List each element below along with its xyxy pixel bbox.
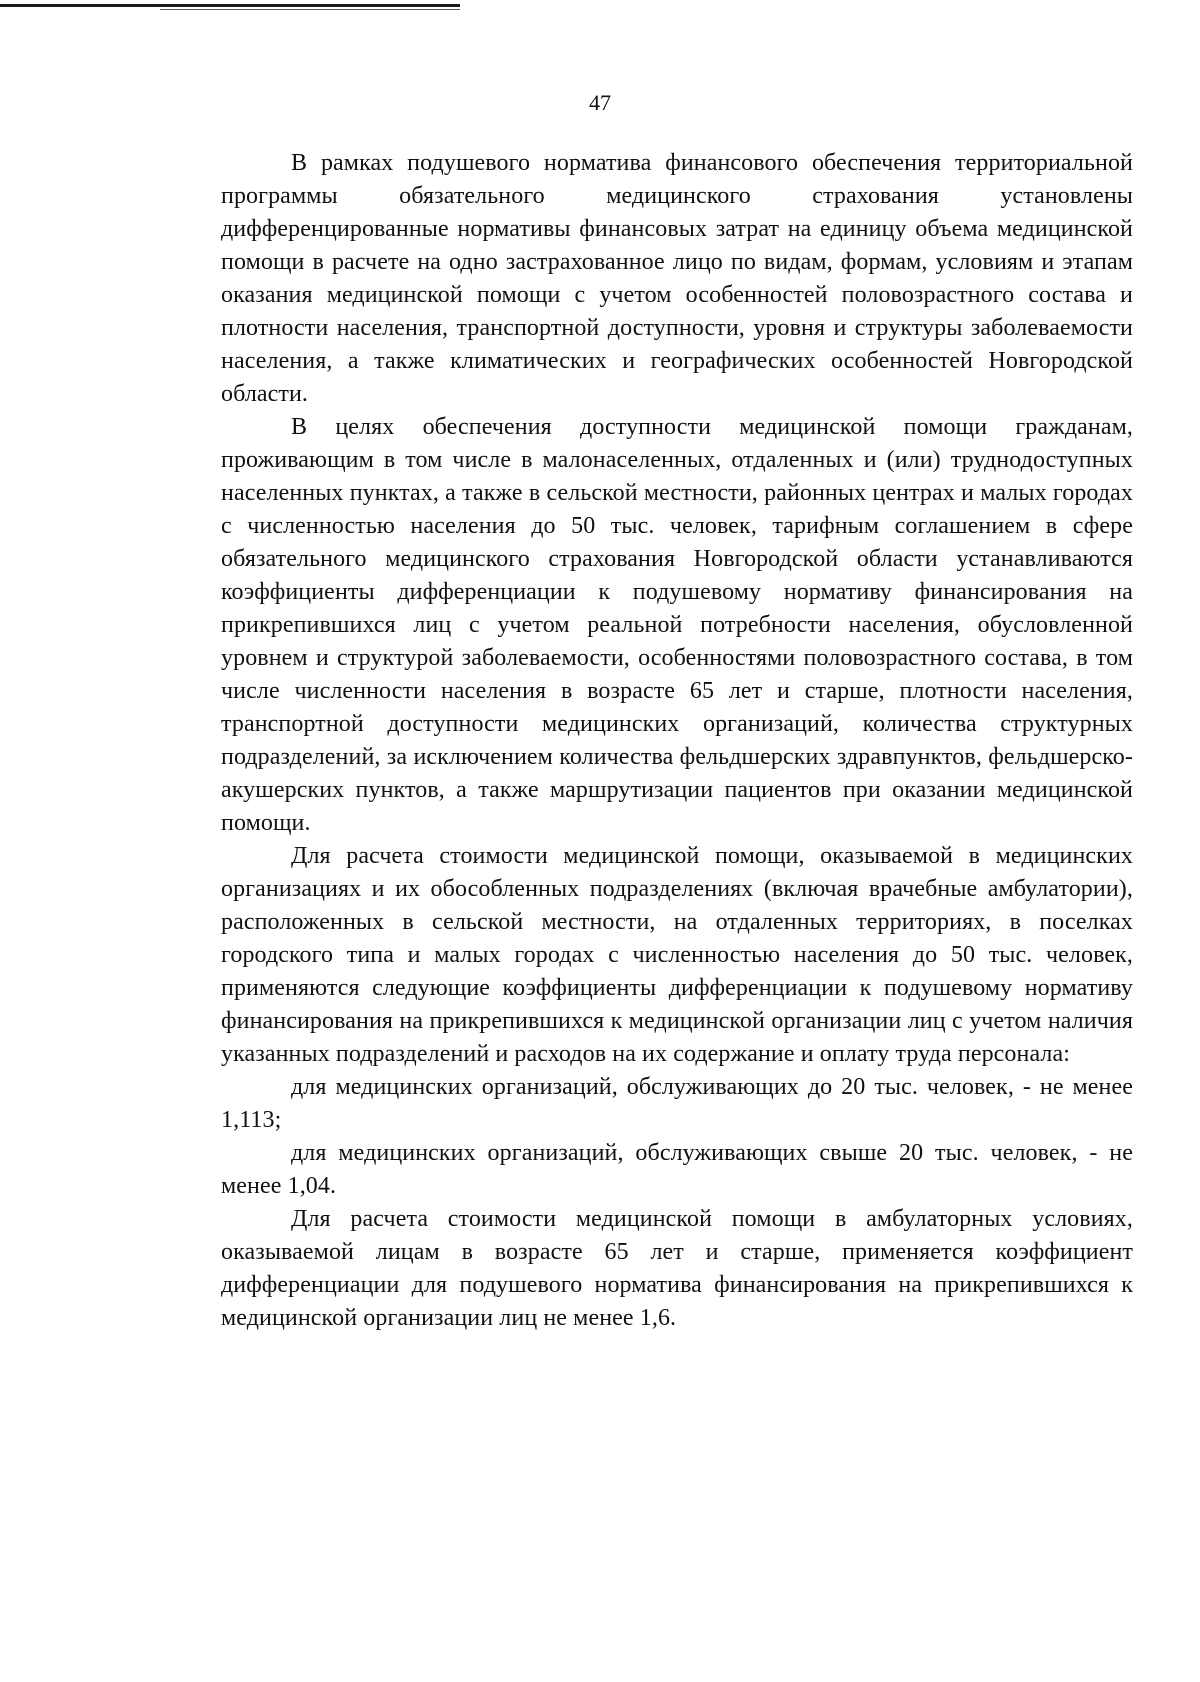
scan-edge-line-thin bbox=[160, 9, 460, 10]
scan-edge-line bbox=[0, 4, 460, 7]
page-number: 47 bbox=[589, 90, 611, 115]
paragraph-per-capita-norm: В рамках подушевого норматива финансового обеспечения территориальной программы обязательного медицинского страхования установлены дифференцированные нормативы финансовых затрат на единицу объема медицинской помощи в расчете на одно застрахованное лицо по видам, формам, условиям и этапам оказания медицинской помощи с учетом особенностей половозрастного состава и плотности населения, транспортной доступности, уровня и структуры заболеваемости населения, а также климатических и географических особенностей Новгородской области. bbox=[221, 150, 1133, 407]
paragraph-elderly-coefficient: Для расчета стоимости медицинской помощи в амбулаторных условиях, оказываемой лицам в возрасте 65 лет и старше, применяется коэффициент дифференциации для подушевого норматива финансирования на прикрепившихся к медицинской организации лиц не менее 1,6. bbox=[221, 1206, 1133, 1331]
list-item-over-20k: для медицинских организаций, обслуживающих свыше 20 тыс. человек, - не менее 1,04. bbox=[221, 1140, 1133, 1199]
document-body bbox=[221, 147, 1133, 1335]
paragraph-accessibility-coefficients: В целях обеспечения доступности медицинской помощи гражданам, проживающим в том числе в малонаселенных, отдаленных и (или) труднодоступных населенных пунктах, а также в сельской местности, районных центрах и малых городах с численностью населения до 50 тыс. человек, тарифным соглашением в сфере обязательного медицинского страхования Новгородской области устанавливаются коэффициенты дифференциации к подушевому нормативу финансирования на прикрепившихся лиц с учетом реальной потребности населения, обусловленной уровнем и структурой заболеваемости, особенностями половозрастного состава, в том числе численности населения в возрасте 65 лет и старше, плотности населения, транспортной доступности медицинских организаций, количества структурных подразделений, за исключением количества фельдшерских здравпунктов, фельдшерско-акушерских пунктов, а также маршрутизации пациентов при оказании медицинской помощи. bbox=[221, 414, 1133, 836]
paragraph-rural-calculation: Для расчета стоимости медицинской помощи, оказываемой в медицинских организациях и их обособленных подразделениях (включая врачебные амбулатории), расположенных в сельской местности, на отдаленных территориях, в поселках городского типа и малых городах с численностью населения до 50 тыс. человек, применяются следующие коэффициенты дифференциации к подушевому нормативу финансирования на прикрепившихся к медицинской организации лиц с учетом наличия указанных подразделений и расходов на их содержание и оплату труда персонала: bbox=[221, 843, 1133, 1067]
list-item-up-to-20k: для медицинских организаций, обслуживающих до 20 тыс. человек, - не менее 1,113; bbox=[221, 1074, 1133, 1133]
